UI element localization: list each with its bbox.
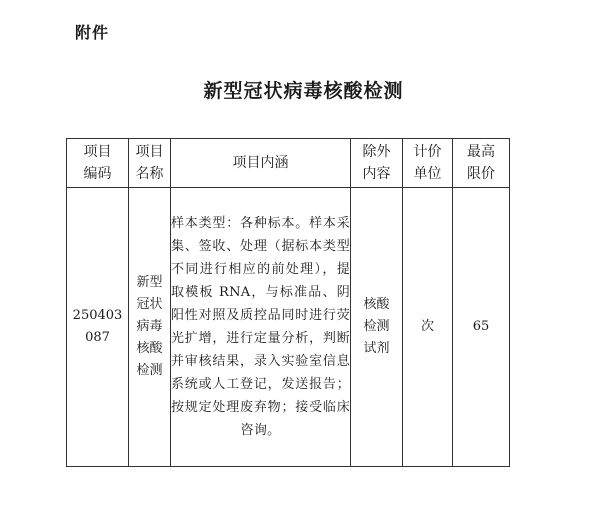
header-exclusion-line2: 内容 (362, 166, 391, 182)
item-content-text: 样本类型：各种标本。样本采集、签收、处理（据标本类型不同进行相应的前处理），提取模板 RNA，与标准品、阴阳性对照及质控品同时进行荧光扩增，进行定量分析，判断并审核结果，录入实验室信息系统或人工登记，发送报告；按规定处理废弃物；接受临床咨询。 (171, 216, 350, 438)
cell-item-name (129, 188, 171, 467)
header-pricing-unit-line1: 计价 (413, 144, 442, 160)
exclusion-text: 核酸检测试剂 (363, 297, 390, 356)
cell-max-price (453, 188, 510, 467)
header-max-price (453, 139, 510, 188)
max-price-text: 65 (472, 319, 490, 334)
header-item-content-label: 项目内涵 (232, 155, 289, 171)
header-item-code-line1: 项目 (83, 144, 112, 160)
table-header-row (67, 139, 510, 188)
header-max-price-line1: 最高 (467, 144, 495, 160)
header-exclusion (351, 139, 403, 188)
header-item-code-line2: 编码 (83, 166, 112, 182)
header-exclusion-line1: 除外 (362, 144, 391, 160)
cell-item-code (67, 188, 129, 467)
header-max-price-line2: 限价 (467, 166, 495, 182)
header-pricing-unit-line2: 单位 (413, 166, 442, 182)
header-item-name (129, 139, 171, 188)
cell-exclusion (351, 188, 403, 467)
header-pricing-unit (403, 139, 453, 188)
pricing-unit-text: 次 (420, 319, 434, 334)
header-item-content (171, 139, 351, 188)
header-item-name-line1: 项目 (135, 144, 164, 160)
document-title: 新型冠状病毒核酸检测 (203, 80, 404, 102)
table-row (67, 188, 510, 467)
cell-pricing-unit (403, 188, 453, 467)
attachment-label: 附件 (75, 23, 110, 42)
item-code-line2: 087 (85, 330, 110, 345)
item-code-line1: 250403 (72, 308, 123, 323)
header-item-name-line2: 名称 (135, 166, 164, 182)
item-name-text: 新型冠状病毒核酸检测 (136, 275, 163, 378)
cell-item-content (171, 188, 351, 467)
header-item-code (67, 139, 129, 188)
pricing-table (66, 138, 510, 467)
